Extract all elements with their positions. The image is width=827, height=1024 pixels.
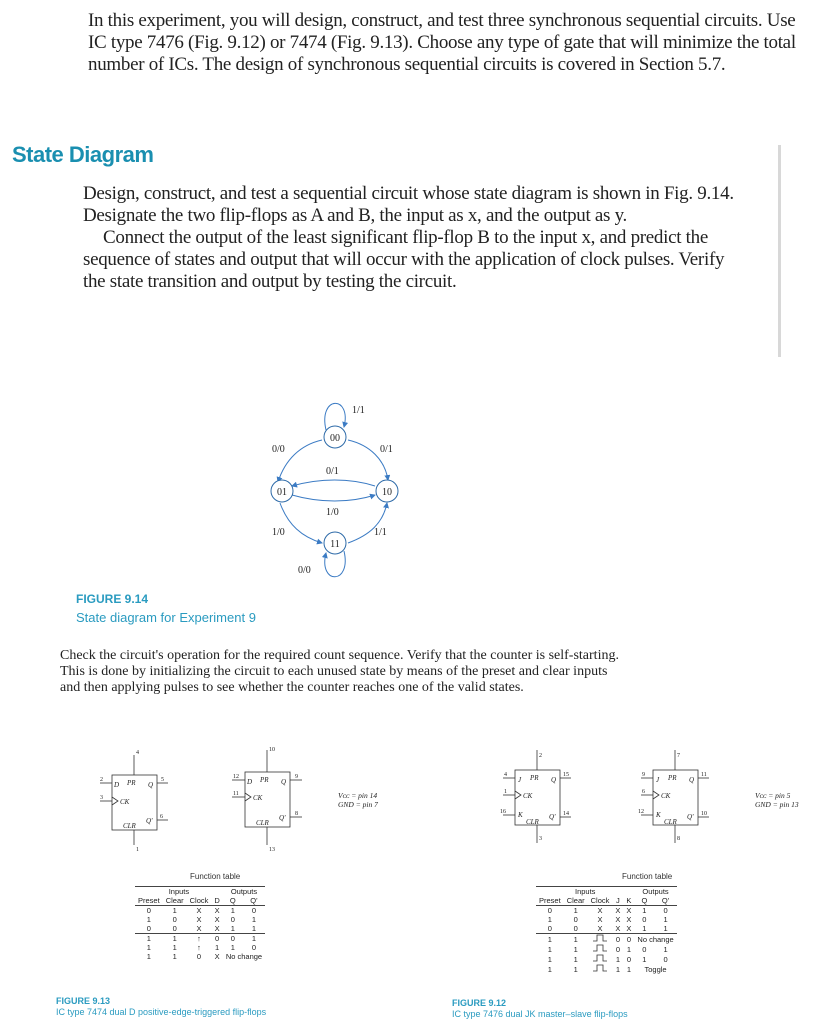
label-01-11: 1/0 (272, 527, 285, 538)
section-title: State Diagram (12, 142, 154, 167)
state-diagram (240, 385, 440, 595)
jk2-ck-lbl: CK (661, 792, 671, 800)
ff2-pin-q: 9 (295, 774, 298, 780)
jk1-pin-q: 15 (563, 772, 569, 778)
fig913-h-clock: Clock (187, 896, 212, 906)
fig913-gnd: GND = pin 7 (338, 800, 378, 809)
label-11-self: 0/0 (298, 565, 311, 576)
ff1-pr-lbl: PR (127, 779, 136, 787)
ff1-ck-lbl: CK (120, 798, 130, 806)
fig912-function-table (536, 886, 677, 974)
jk2-clr-lbl: CLR (664, 818, 677, 826)
figure-913-caption: IC type 7474 dual D positive-edge-triggered flip-flops (56, 1007, 267, 1017)
fig912-h-preset: Preset (536, 896, 564, 906)
ff2-ck-lbl: CK (253, 794, 263, 802)
table-row: 1 1 1 0 1 0 (547, 954, 668, 964)
jk1-pin-j: 4 (504, 772, 507, 778)
state-10: 10 (382, 487, 392, 498)
fig913-inputs-label: Inputs (135, 887, 223, 897)
jk1-qn-lbl: Q' (549, 813, 556, 821)
ff1-pin-clr: 1 (136, 847, 139, 853)
jk2-j-lbl: J (656, 776, 660, 784)
label-00-10: 0/1 (380, 444, 393, 455)
fig912-vcc: Vᴄᴄ = pin 5 (755, 791, 791, 800)
figure-914-caption: State diagram for Experiment 9 (76, 610, 256, 625)
jk1-j-lbl: J (518, 776, 522, 784)
pulse-icon (593, 964, 607, 972)
ff2-d-lbl: D (247, 778, 253, 786)
ff1-pin-q: 5 (161, 777, 164, 783)
pulse-icon (593, 934, 607, 942)
fig913-h-preset: Preset (135, 896, 163, 906)
table-row: 1 0 X X 0 1 (146, 915, 256, 924)
table-row: 1 1 ↑ 0 0 1 (135, 934, 265, 944)
ff1-q-lbl: Q (148, 781, 154, 789)
ff2-qn-lbl: Q' (279, 814, 286, 822)
jk2-q-lbl: Q (689, 776, 695, 784)
jk2-qn-lbl: Q' (687, 813, 694, 821)
fig912-h-q: Q (634, 896, 654, 906)
pulse-icon (593, 944, 607, 952)
table-row: 1 0 X X X 0 1 (547, 915, 668, 924)
fig912-gnd: GND = pin 13 (755, 800, 799, 809)
edge-10-01 (292, 480, 375, 486)
ff1-pin-ck: 3 (100, 795, 103, 801)
jk1-pin-pr: 2 (539, 753, 542, 759)
label-10-01: 0/1 (326, 466, 339, 477)
ff1-pin-pr: 4 (136, 750, 139, 756)
fig913-outputs-label: Outputs (223, 887, 265, 897)
state-01: 01 (277, 487, 287, 498)
jk2-pin-ck: 6 (642, 789, 645, 795)
jk2-pin-j: 9 (642, 772, 645, 778)
ff2-clr-lbl: CLR (256, 819, 269, 827)
section-para-2: Connect the output of the least significant flip-flop B to the input x, and predict the sequence of states and output that will occur with the application of clock pulses. Verify the state transition and output by testing the circuit. (83, 227, 725, 292)
state-11: 11 (330, 539, 340, 550)
ff2-pin-pr: 10 (269, 747, 275, 753)
ff2-pin-clr: 13 (269, 847, 275, 853)
jk1-pin-ck: 1 (504, 789, 507, 795)
jk2-pin-clr: 8 (677, 836, 680, 842)
figure-912-label: FIGURE 9.12 (452, 998, 507, 1008)
fig912-inputs-label: Inputs (536, 887, 634, 897)
intro-text: In this experiment, you will design, construct, and test three synchronous sequential circuits. Use IC type 7476 (Fig. 9.12) or 7474 (Fig. 9.13). Choose any type of gate that will minimize the total number of ICs. The design of synchronous sequential circuits is covered in Section 5.7. (88, 10, 796, 75)
scroll-indicator (778, 145, 781, 357)
jk1-k-lbl: K (518, 811, 523, 819)
jk1-ck-lbl: CK (523, 792, 533, 800)
fig913-table-title: Function table (190, 872, 241, 881)
ff1-pin-qn: 6 (160, 814, 163, 820)
intro-paragraph (88, 10, 808, 76)
edge-11-self (325, 551, 345, 577)
label-00-01: 0/0 (272, 444, 285, 455)
pulse-icon (593, 954, 607, 962)
label-11-10: 1/1 (374, 527, 387, 538)
fig912-table-title: Function table (622, 872, 673, 881)
fig913-h-qn: Q' (243, 896, 265, 906)
table-row: 0 0 X X 1 1 (146, 924, 256, 933)
jk1-pin-qn: 14 (563, 811, 569, 817)
section-para-1: Design, construct, and test a sequential circuit whose state diagram is shown in Fig. 9.14. Designate the two flip-flops as A and B, the input as x, and the output as y. (83, 183, 734, 226)
jk2-pin-k: 12 (638, 809, 644, 815)
state-00: 00 (330, 433, 340, 444)
ff2-pr-lbl: PR (260, 776, 269, 784)
fig913-h-clear: Clear (163, 896, 187, 906)
section-body (83, 183, 743, 293)
jk1-q-lbl: Q (551, 776, 557, 784)
jk1-clr-lbl: CLR (526, 818, 539, 826)
fig913-function-table (135, 886, 265, 961)
ff1-d-lbl: D (114, 781, 120, 789)
table-row: 1 1 0 X No change (146, 952, 263, 961)
fig913-vcc: Vᴄᴄ = pin 14 (338, 791, 378, 800)
table-row: 1 1 0 1 0 1 (547, 944, 668, 954)
label-01-10: 1/0 (326, 507, 339, 518)
fig912-flipflops (495, 745, 745, 860)
edge-01-10 (292, 495, 375, 501)
table-row: 0 1 X X 1 0 (146, 906, 256, 915)
fig912-h-qn: Q' (654, 896, 676, 906)
fig913-h-q: Q (223, 896, 243, 906)
check-paragraph: Check the circuit's operation for the required count sequence. Verify that the counter is self-starting. This is done by initializing the circuit to each unused state by means of the preset and clear inputs and then applying pulses to see whether the counter reaches one of the valid states. (60, 648, 619, 695)
ff1-pin-d: 2 (100, 777, 103, 783)
fig912-h-clock: Clock (588, 896, 613, 906)
ff2-pin-ck: 11 (233, 791, 239, 797)
fig912-h-k: K (623, 896, 634, 906)
table-row: 1 1 1 1 Toggle (547, 964, 667, 974)
label-00-self: 1/1 (352, 405, 365, 416)
jk2-pin-q: 11 (701, 772, 707, 778)
fig912-h-j: J (612, 896, 623, 906)
jk1-pr-lbl: PR (530, 774, 539, 782)
table-row: 1 1 ↑ 1 1 0 (146, 943, 256, 952)
fig912-outputs-label: Outputs (634, 887, 676, 897)
table-row: 0 0 X X X 1 1 (547, 924, 668, 933)
jk2-k-lbl: K (656, 811, 661, 819)
jk2-pin-qn: 10 (701, 811, 707, 817)
jk2-pin-pr: 7 (677, 753, 680, 759)
ff2-pin-qn: 8 (295, 811, 298, 817)
figure-912-caption: IC type 7476 dual JK master–slave flip-flops (452, 1009, 628, 1019)
jk1-pin-clr: 3 (539, 836, 542, 842)
jk1-pin-k: 16 (500, 809, 506, 815)
table-row: 0 1 X X X 1 0 (547, 906, 668, 915)
edge-01-11 (280, 503, 322, 543)
ff2-pin-d: 12 (233, 774, 239, 780)
figure-914-label: FIGURE 9.14 (76, 592, 149, 606)
fig913-h-d: D (211, 896, 222, 906)
ff1-qn-lbl: Q' (146, 817, 153, 825)
figure-913-label: FIGURE 9.13 (56, 996, 111, 1006)
jk2-pr-lbl: PR (668, 774, 677, 782)
ff2-q-lbl: Q (281, 778, 287, 786)
fig912-h-clear: Clear (564, 896, 588, 906)
ff1-clr-lbl: CLR (123, 822, 136, 830)
table-row: 1 1 0 0 No change (536, 934, 677, 945)
